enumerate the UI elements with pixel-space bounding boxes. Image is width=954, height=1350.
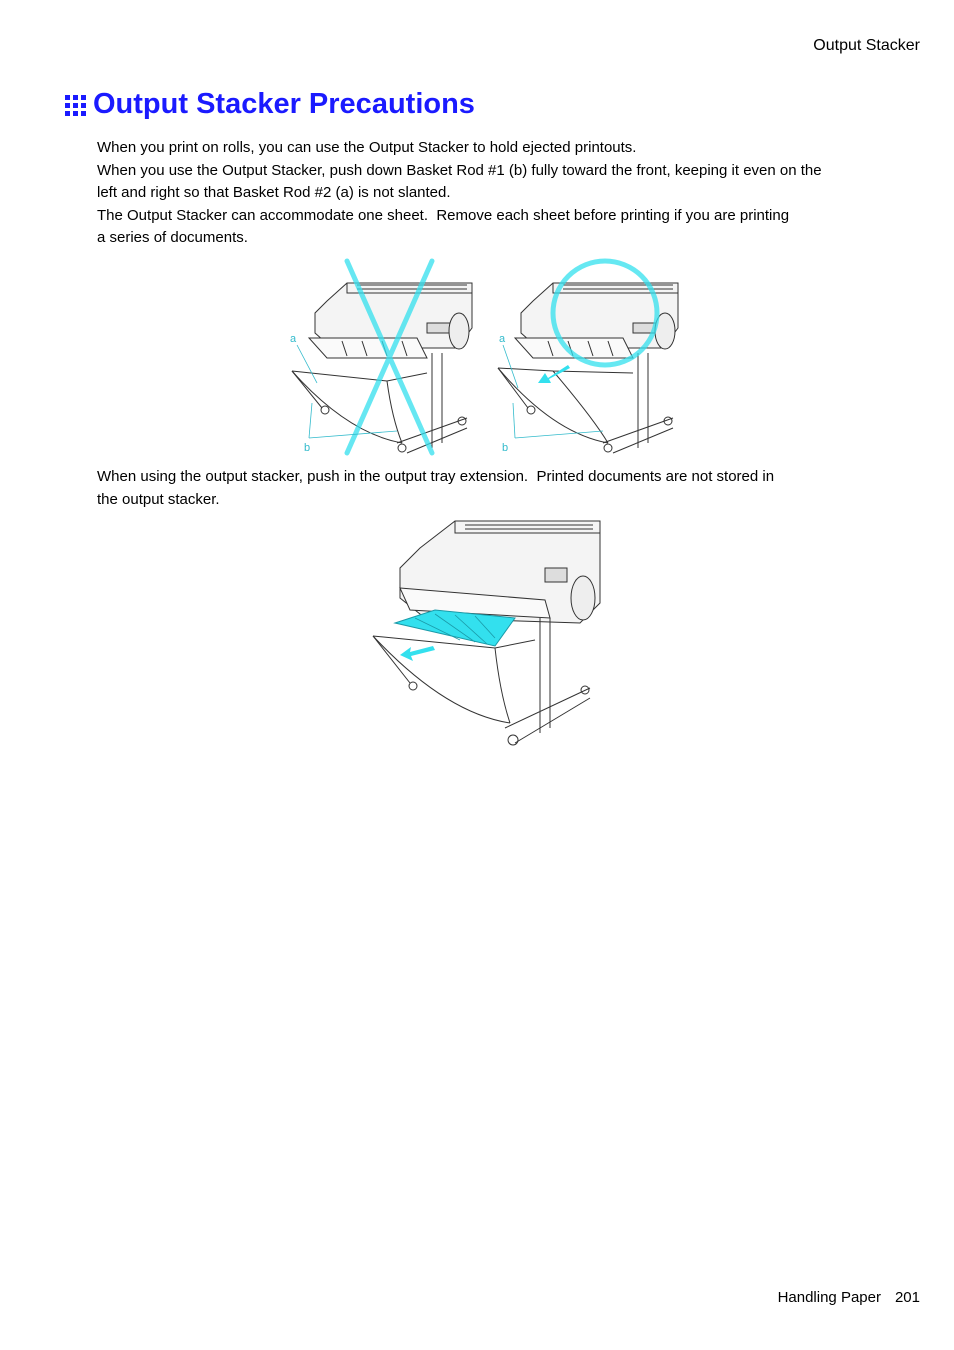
callout-a: a [290, 333, 297, 345]
printer-illustration-correct [493, 253, 688, 461]
printer-tray-illustration [365, 518, 605, 753]
text-line: When you use the Output Stacker, push down Basket Rod #1 (b) fully toward the front, keeping it even on the [97, 161, 822, 179]
page-footer [778, 1289, 920, 1306]
page-title: Output Stacker Precautions [93, 88, 475, 120]
text-line: the output stacker. [97, 490, 220, 508]
callout-b: b [502, 442, 509, 454]
text-line: When you print on rolls, you can use the Output Stacker to hold ejected printouts. [97, 139, 637, 156]
chapter-name: Handling Paper [777, 1289, 881, 1306]
callout-a: a [499, 333, 506, 345]
section-heading [64, 88, 475, 121]
tray-paragraph [97, 466, 897, 511]
intro-paragraph [97, 137, 897, 250]
text-line: left and right so that Basket Rod #2 (a) is not slanted. [97, 184, 451, 201]
running-header: Output Stacker [813, 37, 920, 54]
printer-illustration-incorrect [287, 253, 482, 461]
text-line: a series of documents. [97, 229, 248, 246]
callout-b: b [304, 442, 311, 454]
text-line: When using the output stacker, push in the output tray extension. Printed documents are not stored in [97, 468, 775, 485]
grid-bullet-icon [64, 93, 88, 117]
text-line: The Output Stacker can accommodate one sheet. Remove each sheet before printing if you are printing [97, 206, 790, 224]
page-number: 201 [894, 1289, 920, 1306]
